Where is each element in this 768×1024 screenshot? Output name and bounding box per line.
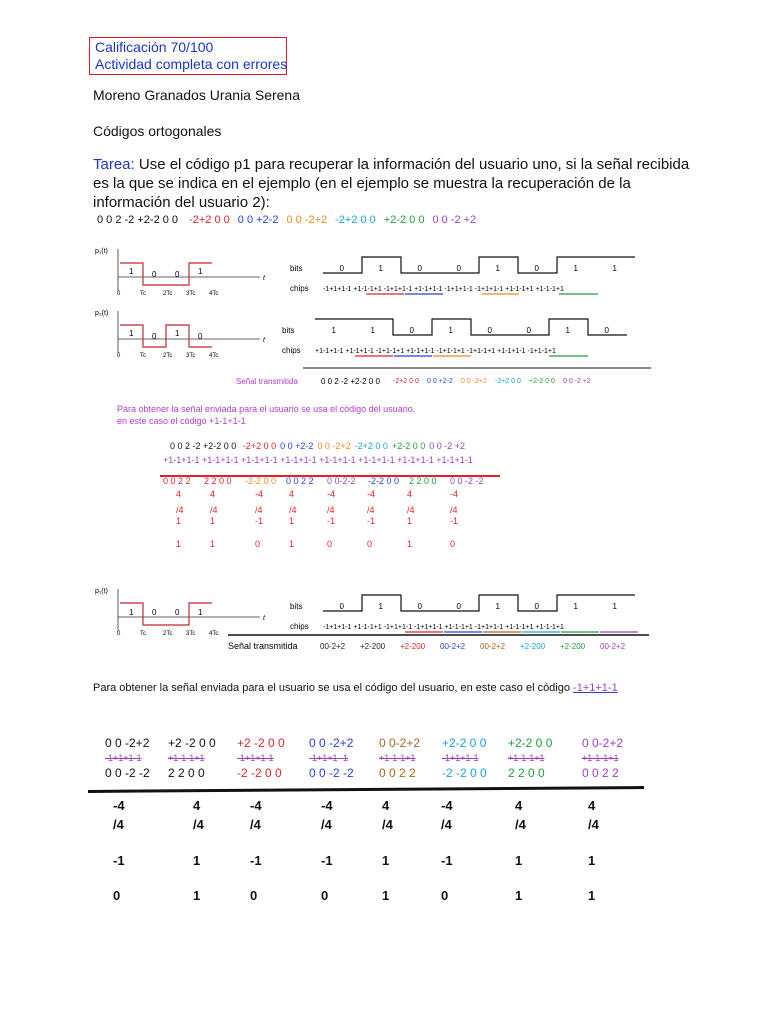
example-result-cell: -1 — [255, 516, 264, 526]
bits-label: bits — [282, 326, 295, 335]
example-signal-row — [170, 441, 465, 451]
example-div-cell: /4 — [407, 505, 415, 515]
plot-bit-label: 1 — [129, 329, 134, 338]
answer-codes-cell: -1+1+1-1 — [442, 753, 479, 763]
example-sum-cell: -4 — [327, 489, 336, 499]
plot-tick-label: 4Tc — [209, 631, 219, 637]
plot-label: p₂(t) — [95, 310, 109, 317]
example-product-group: 0 0 2 2 — [286, 476, 314, 486]
transmitted-label: Señal transmitida — [228, 641, 298, 651]
bit-value: 0 — [534, 264, 539, 273]
example-signal-group: -2+2 0 0 — [242, 441, 277, 451]
example-bit-cell: 1 — [176, 539, 182, 549]
bit-value: 1 — [378, 264, 383, 273]
answer-bit-cell: 0 — [321, 888, 329, 903]
plot-tick-label: Tc — [140, 291, 146, 297]
answer-products-cell: 0 0 -2 -2 — [105, 766, 150, 780]
example-product-group: 2 2 0 0 — [409, 476, 437, 486]
answer-codes-cell: +1-1-1+1 — [168, 753, 205, 763]
answer-result-cell: 1 — [588, 853, 596, 868]
example-product-group: 0 0 2 2 — [163, 476, 191, 486]
answer-signal-cell: 0 0-2+2 — [379, 736, 421, 750]
answer-signal-cell: +2-2 0 0 — [508, 736, 553, 750]
transmitted-group: +2-200 — [400, 642, 426, 651]
topic-title: Códigos ortogonales — [93, 123, 222, 139]
answer-bit-cell: 1 — [515, 888, 523, 903]
figure-1-note-line2: en este caso el código +1-1+1-1 — [117, 416, 246, 426]
bit-value: 1 — [370, 326, 375, 335]
example-bit-cell: 1 — [407, 539, 413, 549]
answer-results — [93, 796, 653, 912]
chips-row: +1-1+1-1 +1-1+1-1 -1+1-1+1 +1-1+1-1 -1+1-1+1 -1+1-1+1 +1-1+1-1 -1+1-1+1 — [315, 348, 556, 355]
answer-result-cell: -1 — [441, 853, 453, 868]
example-bit-cell: 1 — [210, 539, 216, 549]
example-product-group: -2-2 0 0 — [245, 476, 277, 486]
answer-products-cell: -2 -2 0 0 — [237, 766, 282, 780]
answer-codes-cell: -1+1+1-1 — [237, 753, 274, 763]
plot-tick-label: 4Tc — [209, 353, 219, 359]
received-signal-first: 0 0 2 -2 +2-2 0 0 — [97, 214, 179, 226]
example-result-cell: -1 — [367, 516, 376, 526]
transmitted-group: -2+2 0 0 — [495, 378, 521, 385]
example-result-cell: -1 — [327, 516, 336, 526]
answer-codes-cell: -1+1+1-1 — [105, 753, 142, 763]
example-bit-cell: 1 — [289, 539, 295, 549]
example-bit-cell: 0 — [367, 539, 373, 549]
example-div-cell: /4 — [255, 505, 263, 515]
plot-t-label: t — [263, 275, 265, 282]
bit-value: 1 — [573, 264, 578, 273]
task-text: Use el código p1 para recuperar la información del usuario uno, si la señal recibida es la que se indica en el ejemplo (en el ejemplo se muestra la recuperación de la información del usuario 2): — [93, 156, 690, 211]
answer-result-cell: 1 — [193, 853, 201, 868]
plot-tick-label: Tc — [140, 353, 146, 359]
answer-signal-cell: 0 0-2+2 — [582, 736, 624, 750]
transmitted-group: 0 0 -2 +2 — [563, 378, 591, 385]
example-result-cell: 1 — [176, 516, 182, 526]
example-bit-cell: 0 — [327, 539, 333, 549]
answer-bit-cell: 1 — [193, 888, 201, 903]
answer-sum-cell: -4 — [441, 798, 453, 813]
example-product-group: -2-2 0 0 — [368, 476, 400, 486]
plot-tick-label: 3Tc — [186, 631, 196, 637]
answer-result-cell: 1 — [382, 853, 390, 868]
signal-group: 0 0 -2 +2 — [432, 214, 477, 226]
plot-bit-label: 0 — [152, 608, 157, 617]
answer-signal-cell: 0 0 -2+2 — [105, 736, 150, 750]
bit-value: 0 — [409, 326, 414, 335]
example-sum-cell: -4 — [450, 489, 459, 499]
bits-label: bits — [290, 264, 303, 273]
transmitted-group: 00-2+2 — [320, 642, 346, 651]
chips-label: chips — [290, 622, 309, 631]
signal-group: +2-2 0 0 — [383, 214, 425, 226]
answer-div-cell: /4 — [382, 817, 393, 832]
transmitted-group: 0 0 -2+2 — [461, 378, 487, 385]
bit-value: 0 — [417, 602, 422, 611]
answer-codes-cell: +1-1-1+1 — [508, 753, 545, 763]
plot-bit-label: 0 — [152, 332, 157, 341]
bits-label: bits — [290, 602, 303, 611]
plot-bit-label: 1 — [129, 608, 134, 617]
bit-value: 1 — [448, 326, 453, 335]
answer-div-cell: /4 — [515, 817, 526, 832]
bit-waveform — [323, 257, 635, 273]
transmitted-group: 00-2+2 — [440, 642, 466, 651]
example-sum-cell: 4 — [210, 489, 216, 499]
bit-value: 1 — [495, 602, 500, 611]
answer-divider — [88, 786, 644, 792]
example-result-cell: -1 — [450, 516, 459, 526]
bit-value: 1 — [612, 602, 617, 611]
bit-value: 0 — [534, 602, 539, 611]
task-label: Tarea: — [93, 156, 135, 173]
example-result-cell: 1 — [407, 516, 413, 526]
grade-score: Calificación 70/100 — [95, 39, 214, 55]
figure-1-note-line1: Para obtener la señal enviada para el usuario se usa el código del usuario, — [117, 404, 416, 414]
answer-intro — [93, 682, 618, 694]
plot-tick-label: 2Tc — [163, 353, 173, 359]
student-name: Moreno Granados Urania Serena — [93, 87, 301, 103]
plot-tick-label: 3Tc — [186, 291, 196, 297]
bit-value: 0 — [339, 264, 344, 273]
bit-value: 1 — [495, 264, 500, 273]
answer-products-cell: 0 0 2 2 — [379, 766, 416, 780]
example-div-cell: /4 — [450, 505, 458, 515]
transmitted-group: +2-2 0 0 — [529, 378, 555, 385]
bit-value: 1 — [331, 326, 336, 335]
example-signal-group: +2-2 0 0 — [391, 441, 426, 451]
plot-label: p₁(t) — [95, 588, 108, 595]
answer-bit-cell: 0 — [113, 888, 121, 903]
signal-group: 0 0 +2-2 — [237, 214, 279, 226]
plot-bit-label: 1 — [198, 267, 203, 276]
example-div-cell: /4 — [176, 505, 184, 515]
answer-sum-cell: -4 — [321, 798, 333, 813]
plot-bit-label: 1 — [198, 608, 203, 617]
example-signal-first: 0 0 2 -2 +2-2 0 0 — [170, 441, 237, 451]
bit-value: 0 — [487, 326, 492, 335]
answer-sum-cell: 4 — [382, 798, 390, 813]
answer-bit-cell: 1 — [588, 888, 596, 903]
transmitted-group: 00-2+2 — [600, 642, 626, 651]
plot-tick-label: 0 — [117, 291, 121, 297]
task-paragraph — [93, 155, 693, 212]
answer-result-cell: 1 — [515, 853, 523, 868]
example-div-cell: /4 — [367, 505, 375, 515]
answer-result-cell: -1 — [250, 853, 262, 868]
answer-codes-cell: -1+1+1 -1 — [309, 753, 349, 763]
plot-bit-label: 0 — [152, 270, 157, 279]
plot-tick-label: 2Tc — [163, 291, 173, 297]
example-signal-group: 0 0 +2-2 — [280, 441, 314, 451]
answer-signal-cell: 0 0 -2+2 — [309, 736, 354, 750]
example-sum-cell: -4 — [367, 489, 376, 499]
bit-value: 1 — [573, 602, 578, 611]
example-sum-cell: -4 — [255, 489, 264, 499]
bit-value: 0 — [339, 602, 344, 611]
figure-2 — [93, 585, 653, 665]
example-sum-cell: 4 — [407, 489, 413, 499]
answer-div-cell: /4 — [250, 817, 261, 832]
answer-signal-table — [93, 736, 653, 786]
plot-tick-label: 0 — [117, 353, 121, 359]
answer-products-cell: 2 2 0 0 — [168, 766, 205, 780]
transmitted-group: +2-200 — [520, 642, 546, 651]
bit-value: 0 — [456, 264, 461, 273]
answer-div-cell: /4 — [588, 817, 599, 832]
example-div-cell: /4 — [210, 505, 218, 515]
signal-group: 0 0 -2+2 — [286, 214, 328, 226]
example-signal-group: 0 0 -2 +2 — [429, 441, 465, 451]
signal-group: -2+2 0 0 — [335, 214, 376, 226]
bit-value: 1 — [565, 326, 570, 335]
example-div-cell: /4 — [289, 505, 297, 515]
transmitted-group: +2-200 — [560, 642, 586, 651]
answer-codes-cell: +1-1-1+1 — [379, 753, 416, 763]
example-result-cell: 1 — [289, 516, 295, 526]
answer-div-cell: /4 — [441, 817, 452, 832]
answer-products-cell: 0 0 2 2 — [582, 766, 619, 780]
figure-1-note — [117, 403, 415, 427]
answer-bit-cell: 1 — [382, 888, 390, 903]
answer-signal-cell: +2 -2 0 0 — [237, 736, 285, 750]
example-product-group: 0 0-2-2 — [327, 476, 356, 486]
transmitted-group: 0 0 +2-2 — [427, 378, 453, 385]
bit-value: 0 — [456, 602, 461, 611]
plot-bit-label: 0 — [175, 270, 180, 279]
answer-sum-cell: 4 — [515, 798, 523, 813]
answer-signal-cell: +2 -2 0 0 — [168, 736, 216, 750]
plot-bit-label: 1 — [129, 267, 134, 276]
plot-bit-label: 1 — [175, 329, 180, 338]
answer-signal-cell: +2-2 0 0 — [442, 736, 487, 750]
answer-bit-cell: 0 — [250, 888, 258, 903]
plot-bit-label: 0 — [175, 608, 180, 617]
answer-sum-cell: 4 — [193, 798, 201, 813]
transmitted-group: +2-200 — [360, 642, 386, 651]
answer-intro-code: -1+1+1-1 — [573, 682, 618, 694]
example-signal-group: 0 0 -2+2 — [317, 441, 351, 451]
bit-waveform — [323, 595, 635, 611]
transmitted-first: 0 0 2 -2 +2-2 0 0 — [321, 377, 380, 386]
answer-result-cell: -1 — [321, 853, 333, 868]
example-sum-cell: 4 — [289, 489, 295, 499]
answer-products-cell: -2 -2 0 0 — [442, 766, 487, 780]
answer-products-cell: 2 2 0 0 — [508, 766, 545, 780]
plot-t-label: t — [263, 337, 265, 344]
plot-bit-label: 0 — [198, 332, 203, 341]
answer-div-cell: /4 — [321, 817, 332, 832]
chips-row: -1+1+1-1 +1-1-1+1 -1+1+1-1 -1+1+1-1 +1-1-1+1 -1+1+1-1 +1-1-1+1 +1-1-1+1 — [323, 624, 564, 631]
answer-intro-text: Para obtener la señal enviada para el usuario se usa el código del usuario, en este caso el código — [93, 682, 570, 694]
bit-waveform — [315, 319, 627, 335]
bit-value: 1 — [378, 602, 383, 611]
chips-label: chips — [282, 346, 301, 355]
answer-div-cell: /4 — [193, 817, 204, 832]
answer-result-cell: -1 — [113, 853, 125, 868]
bit-value: 0 — [417, 264, 422, 273]
plot-tick-label: 3Tc — [186, 353, 196, 359]
example-product-row — [163, 476, 491, 486]
answer-bit-cell: 0 — [441, 888, 449, 903]
figure-1 — [93, 243, 653, 403]
bit-value: 0 — [526, 326, 531, 335]
plot-t-label: t — [263, 615, 265, 622]
example-signal-group: -2+2 0 0 — [354, 441, 388, 451]
plot-tick-label: Tc — [140, 631, 146, 637]
plot-tick-label: 2Tc — [163, 631, 173, 637]
example-result-cell: 1 — [210, 516, 216, 526]
answer-products-cell: 0 0 -2 -2 — [309, 766, 354, 780]
example-product-group: 0 0 -2 -2 — [450, 476, 484, 486]
example-div-cell: /4 — [327, 505, 335, 515]
grade-box — [89, 37, 287, 75]
transmitted-group: -2+2 0 0 — [393, 378, 419, 385]
chips-row: -1+1+1-1 +1-1-1+1 -1+1+1-1 +1-1+1-1 -1+1+1-1 -1+1+1-1 +1-1-1+1 +1-1-1+1 — [323, 286, 564, 293]
chips-label: chips — [290, 284, 309, 293]
transmitted-group: 00-2+2 — [480, 642, 506, 651]
example-results — [160, 489, 500, 555]
example-bit-cell: 0 — [255, 539, 261, 549]
plot-tick-label: 0 — [117, 631, 121, 637]
received-signal — [97, 214, 476, 226]
answer-sum-cell: 4 — [588, 798, 596, 813]
plot-tick-label: 4Tc — [209, 291, 219, 297]
bit-value: 0 — [604, 326, 609, 335]
answer-div-cell: /4 — [113, 817, 124, 832]
answer-codes-cell: +1-1-1+1 — [582, 753, 619, 763]
transmitted-label: Señal transmitida — [236, 377, 298, 386]
example-code-row: +1-1+1-1 +1-1+1-1 +1-1+1-1 +1-1+1-1 +1-1+1-1 +1-1+1-1 +1-1+1-1 +1-1+1-1 — [163, 455, 473, 465]
plot-label: p₁(t) — [95, 248, 108, 255]
example-sum-cell: 4 — [176, 489, 182, 499]
answer-sum-cell: -4 — [113, 798, 125, 813]
example-product-group: 2 2 0 0 — [204, 476, 232, 486]
signal-group: -2+2 0 0 — [189, 214, 230, 226]
grade-comment: Actividad completa con errores — [95, 56, 288, 72]
bit-value: 1 — [612, 264, 617, 273]
example-bit-cell: 0 — [450, 539, 456, 549]
answer-sum-cell: -4 — [250, 798, 262, 813]
